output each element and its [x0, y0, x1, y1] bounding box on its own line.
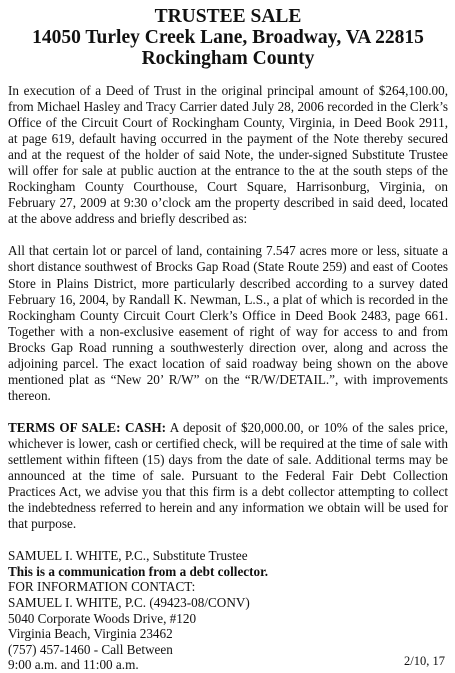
trustee-name: SAMUEL I. WHITE, P.C., Substitute Trustee	[8, 548, 248, 564]
county-name: Rockingham County	[141, 48, 315, 69]
phone-number: (757) 457-1460 - Call Between	[8, 641, 173, 657]
debt-collector-notice: This is a communication from a debt collector.	[8, 563, 269, 579]
terms-of-sale-paragraph	[8, 420, 448, 532]
city-state-zip: Virginia Beach, Virginia 23462	[8, 626, 173, 642]
street-address: 5040 Corporate Woods Drive, #120	[8, 610, 197, 626]
signature-block	[8, 548, 448, 673]
property-description-paragraph: All that certain lot or parcel of land, containing 7.547 acres more or less, situate a short distance southwest of Brocks Gap Road (State Route 259) and east of Cootes Store in Plains District, more particularly described according to a survey dated February 16, 2004, by Randall K. Newman, L.S., a plat of which is recorded in the Rockingham County Circuit Court Clerk’s Office in Deed Book 2483, page 661. Together with a non-exclusive easement of right of way for access to and from Brocks Gap Road running a southwesterly direction over, along and across the adjoining parcel. The exact location of said roadway being shown on the above mentioned plat as “New 20’ R/W” on the “R/W/DETAIL.”, with improvements thereon.	[8, 243, 448, 403]
trustee-sale-notice	[8, 6, 448, 673]
contact-heading: FOR INFORMATION CONTACT:	[8, 579, 196, 595]
terms-of-sale-text: A deposit of $20,000.00, or 10% of the sales price, whichever is lower, cash or certified check, will be required at the time of sale with settlement within fifteen (15) days from the date of sale. Additional terms may be announced at the time of sale. Pursuant to the Federal Fair Debt Collection Practices Act, we advise you that this firm is a debt collector attempting to collect the indebtedness referred to herein and any information we obtain will be used for that purpose.	[8, 419, 448, 532]
notice-title: TRUSTEE SALE	[154, 6, 302, 27]
firm-name: SAMUEL I. WHITE, P.C. (49423-08/CONV)	[8, 595, 250, 610]
publication-dates: 2/10, 17	[404, 654, 445, 668]
call-hours: 9:00 a.m. and 11:00 a.m.	[8, 657, 139, 673]
terms-of-sale-label: TERMS OF SALE: CASH:	[8, 419, 166, 435]
deed-of-trust-paragraph: In execution of a Deed of Trust in the original principal amount of $264,100.00, from Michael Hasley and Tracy Carrier dated July 28, 2006 recorded in the Clerk’s Office of the Circuit Court of Rockingham County, Virginia, in Deed Book 2911, at page 619, default having occurred in the payment of the Note thereby secured and at the request of the holder of said Note, the under-signed Substitute Trustee will offer for sale at public auction at the entrance to the at the south steps of the Rockingham County Courthouse, Court Square, Harrisonburg, Virginia, on February 27, 2009 at 9:30 o’clock am the property described in said deed, located at the above address and briefly described as:	[8, 83, 448, 227]
property-address: 14050 Turley Creek Lane, Broadway, VA 22815	[32, 27, 424, 48]
